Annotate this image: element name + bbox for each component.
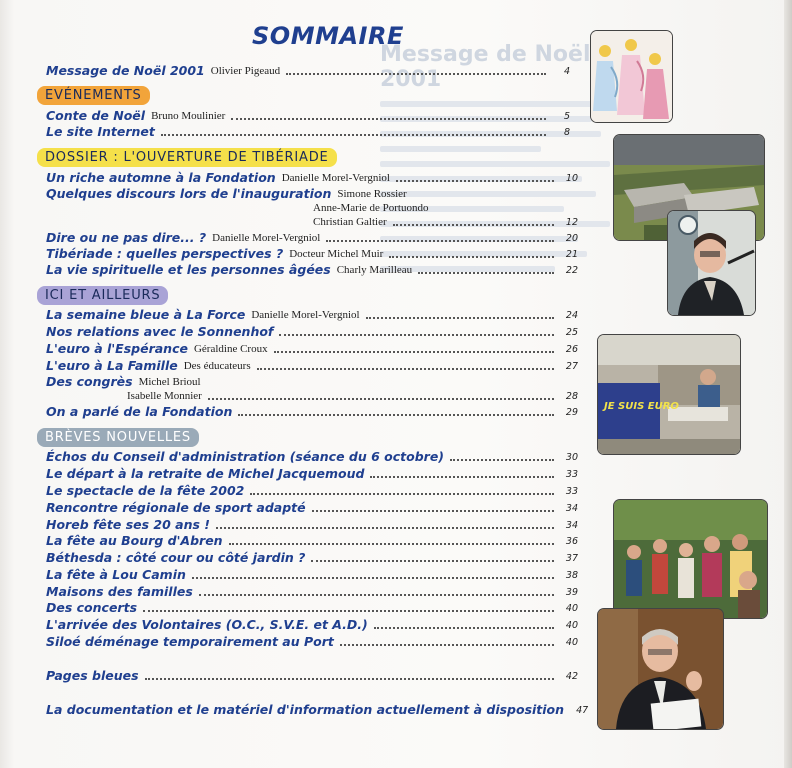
entry-author: Danielle Morel-Vergniol	[251, 309, 360, 321]
entry-title: Pages bleues	[46, 668, 139, 683]
entry-title: L'euro à l'Espérance	[46, 341, 188, 356]
entry-title: Horeb fête ses 20 ans !	[46, 517, 210, 532]
entry-page: 36	[565, 536, 578, 547]
toc-entry[interactable]	[46, 170, 578, 186]
entry-title: Des congrès	[46, 374, 133, 389]
entry-page: 4	[563, 66, 570, 77]
ghost-heading: Message de Noël 2001	[380, 42, 591, 92]
entry-title: Maisons des familles	[46, 584, 193, 599]
toc-entry[interactable]	[46, 466, 578, 482]
section-dossier: DOSSIER : L'OUVERTURE DE TIBÉRIADE	[37, 148, 337, 167]
entry-page: 26	[565, 344, 578, 355]
entry-page: 27	[565, 361, 578, 372]
toc-entry[interactable]	[46, 500, 578, 516]
entry-title: Nos relations avec le Sonnenhof	[46, 324, 274, 339]
toc-entry[interactable]	[46, 124, 570, 140]
toc-entry[interactable]	[46, 584, 578, 600]
entry-title: On a parlé de la Fondation	[46, 404, 233, 419]
entry-author: Simone Rossier	[337, 188, 407, 200]
entry-page: 24	[565, 310, 578, 321]
toc-entry[interactable]	[46, 517, 578, 533]
entry-title: Le site Internet	[46, 124, 155, 139]
entry-page: 38	[565, 570, 578, 581]
entry-page: 37	[565, 553, 578, 564]
page-edge	[784, 0, 792, 768]
toc-entry[interactable]	[46, 404, 578, 420]
entry-title: Béthesda : côté cour ou côté jardin ?	[46, 550, 306, 565]
section-evenements: EVÉNEMENTS	[37, 86, 150, 105]
entry-page: 10	[565, 173, 578, 184]
entry-title: Un riche automne à la Fondation	[46, 170, 276, 185]
entry-title: Dire ou ne pas dire... ?	[46, 230, 207, 245]
toc-entry[interactable]	[46, 307, 578, 323]
section-breves-nouvelles: BRÈVES NOUVELLES	[37, 428, 199, 447]
entry-page: 28	[565, 391, 578, 402]
entry-author-continued: Anne-Marie de Portuondo	[313, 202, 429, 214]
toc-entry[interactable]	[46, 230, 578, 246]
toc-entry[interactable]	[46, 358, 578, 374]
toc-entry[interactable]	[46, 108, 570, 124]
entry-page: 47	[576, 705, 589, 716]
entry-title: La semaine bleue à La Force	[46, 307, 246, 322]
section-ici-et-ailleurs: ICI ET AILLEURS	[37, 286, 168, 305]
entry-author: Bruno Moulinier	[151, 110, 226, 122]
entry-title: Des concerts	[46, 600, 138, 615]
toc-entry[interactable]	[46, 567, 578, 583]
entry-page: 40	[565, 603, 578, 614]
euro-classroom-photo	[598, 335, 740, 454]
entry-page: 34	[565, 520, 578, 531]
toc-entry[interactable]	[46, 246, 578, 262]
entry-author: Danielle Morel-Vergniol	[281, 172, 390, 184]
entry-author: Docteur Michel Muir	[289, 248, 384, 260]
entry-page: 21	[565, 249, 578, 260]
toc-entry[interactable]	[46, 63, 570, 79]
entry-page: 33	[565, 486, 578, 497]
toc-entry[interactable]	[46, 617, 578, 633]
entry-author: Isabelle Monnier	[127, 390, 202, 402]
entry-author: Charly Marilleau	[336, 264, 413, 276]
entry-page: 39	[565, 587, 578, 598]
entry-page: 33	[565, 469, 578, 480]
entry-author: Danielle Morel-Vergniol	[212, 232, 321, 244]
entry-page: 40	[565, 637, 578, 648]
toc-entry[interactable]	[46, 186, 578, 202]
toc-entry[interactable]	[46, 533, 578, 549]
toc-entry[interactable]	[46, 702, 589, 718]
entry-author: Christian Galtier	[313, 216, 387, 228]
man-reading-photo	[598, 609, 723, 729]
entry-page: 8	[563, 127, 570, 138]
toc-entry[interactable]	[46, 668, 578, 684]
entry-page: 12	[565, 217, 578, 228]
entry-author: Des éducateurs	[183, 360, 251, 372]
entry-title: La documentation et le matériel d'information actuellement à disposition	[46, 702, 565, 717]
angels-drawing-photo	[591, 31, 672, 122]
entry-title: L'arrivée des Volontaires (O.C., S.V.E. et A.D.)	[46, 617, 368, 632]
entry-title: Siloé déménage temporairement au Port	[46, 634, 334, 649]
entry-page: 30	[565, 452, 578, 463]
entry-title: Le départ à la retraite de Michel Jacquemoud	[46, 466, 365, 481]
entry-title: L'euro à La Famille	[46, 358, 178, 373]
entry-title: Message de Noël 2001	[46, 63, 205, 78]
entry-title: La fête à Lou Camin	[46, 567, 186, 582]
toc-entry[interactable]	[46, 634, 578, 650]
toc-entry[interactable]	[46, 600, 578, 616]
speaker-woman-photo	[668, 211, 755, 315]
toc-entry[interactable]	[46, 324, 578, 340]
toc-entry[interactable]	[46, 483, 578, 499]
toc-entry[interactable]	[127, 388, 578, 404]
entry-title: Quelques discours lors de l'inauguration	[46, 186, 332, 201]
toc-entry[interactable]	[46, 262, 578, 278]
entry-page: 29	[565, 407, 578, 418]
entry-page: 40	[565, 620, 578, 631]
toc-entry[interactable]	[46, 341, 578, 357]
entry-page: 22	[565, 265, 578, 276]
page-title: SOMMAIRE	[252, 22, 404, 50]
toc-entry[interactable]	[313, 214, 578, 230]
entry-author: Michel Brioul	[138, 376, 201, 388]
entry-title: La vie spirituelle et les personnes âgées	[46, 262, 331, 277]
entry-page: 34	[565, 503, 578, 514]
entry-page: 20	[565, 233, 578, 244]
euro-poster-text: JE SUIS EURO	[604, 401, 679, 412]
entry-page: 5	[563, 111, 570, 122]
entry-page: 25	[565, 327, 578, 338]
entry-title: Tibériade : quelles perspectives ?	[46, 246, 284, 261]
entry-title: La fête au Bourg d'Abren	[46, 533, 223, 548]
entry-title: Rencontre régionale de sport adapté	[46, 500, 306, 515]
toc-entry[interactable]	[46, 550, 578, 566]
entry-title: Échos du Conseil d'administration (séance du 6 octobre)	[46, 449, 445, 464]
toc-entry[interactable]	[46, 449, 578, 465]
entry-page: 42	[565, 671, 578, 682]
entry-author: Olivier Pigeaud	[210, 65, 281, 77]
festival-crowd-photo	[614, 500, 767, 618]
entry-author: Géraldine Croux	[193, 343, 268, 355]
entry-title: Conte de Noël	[46, 108, 146, 123]
entry-title: Le spectacle de la fête 2002	[46, 483, 245, 498]
